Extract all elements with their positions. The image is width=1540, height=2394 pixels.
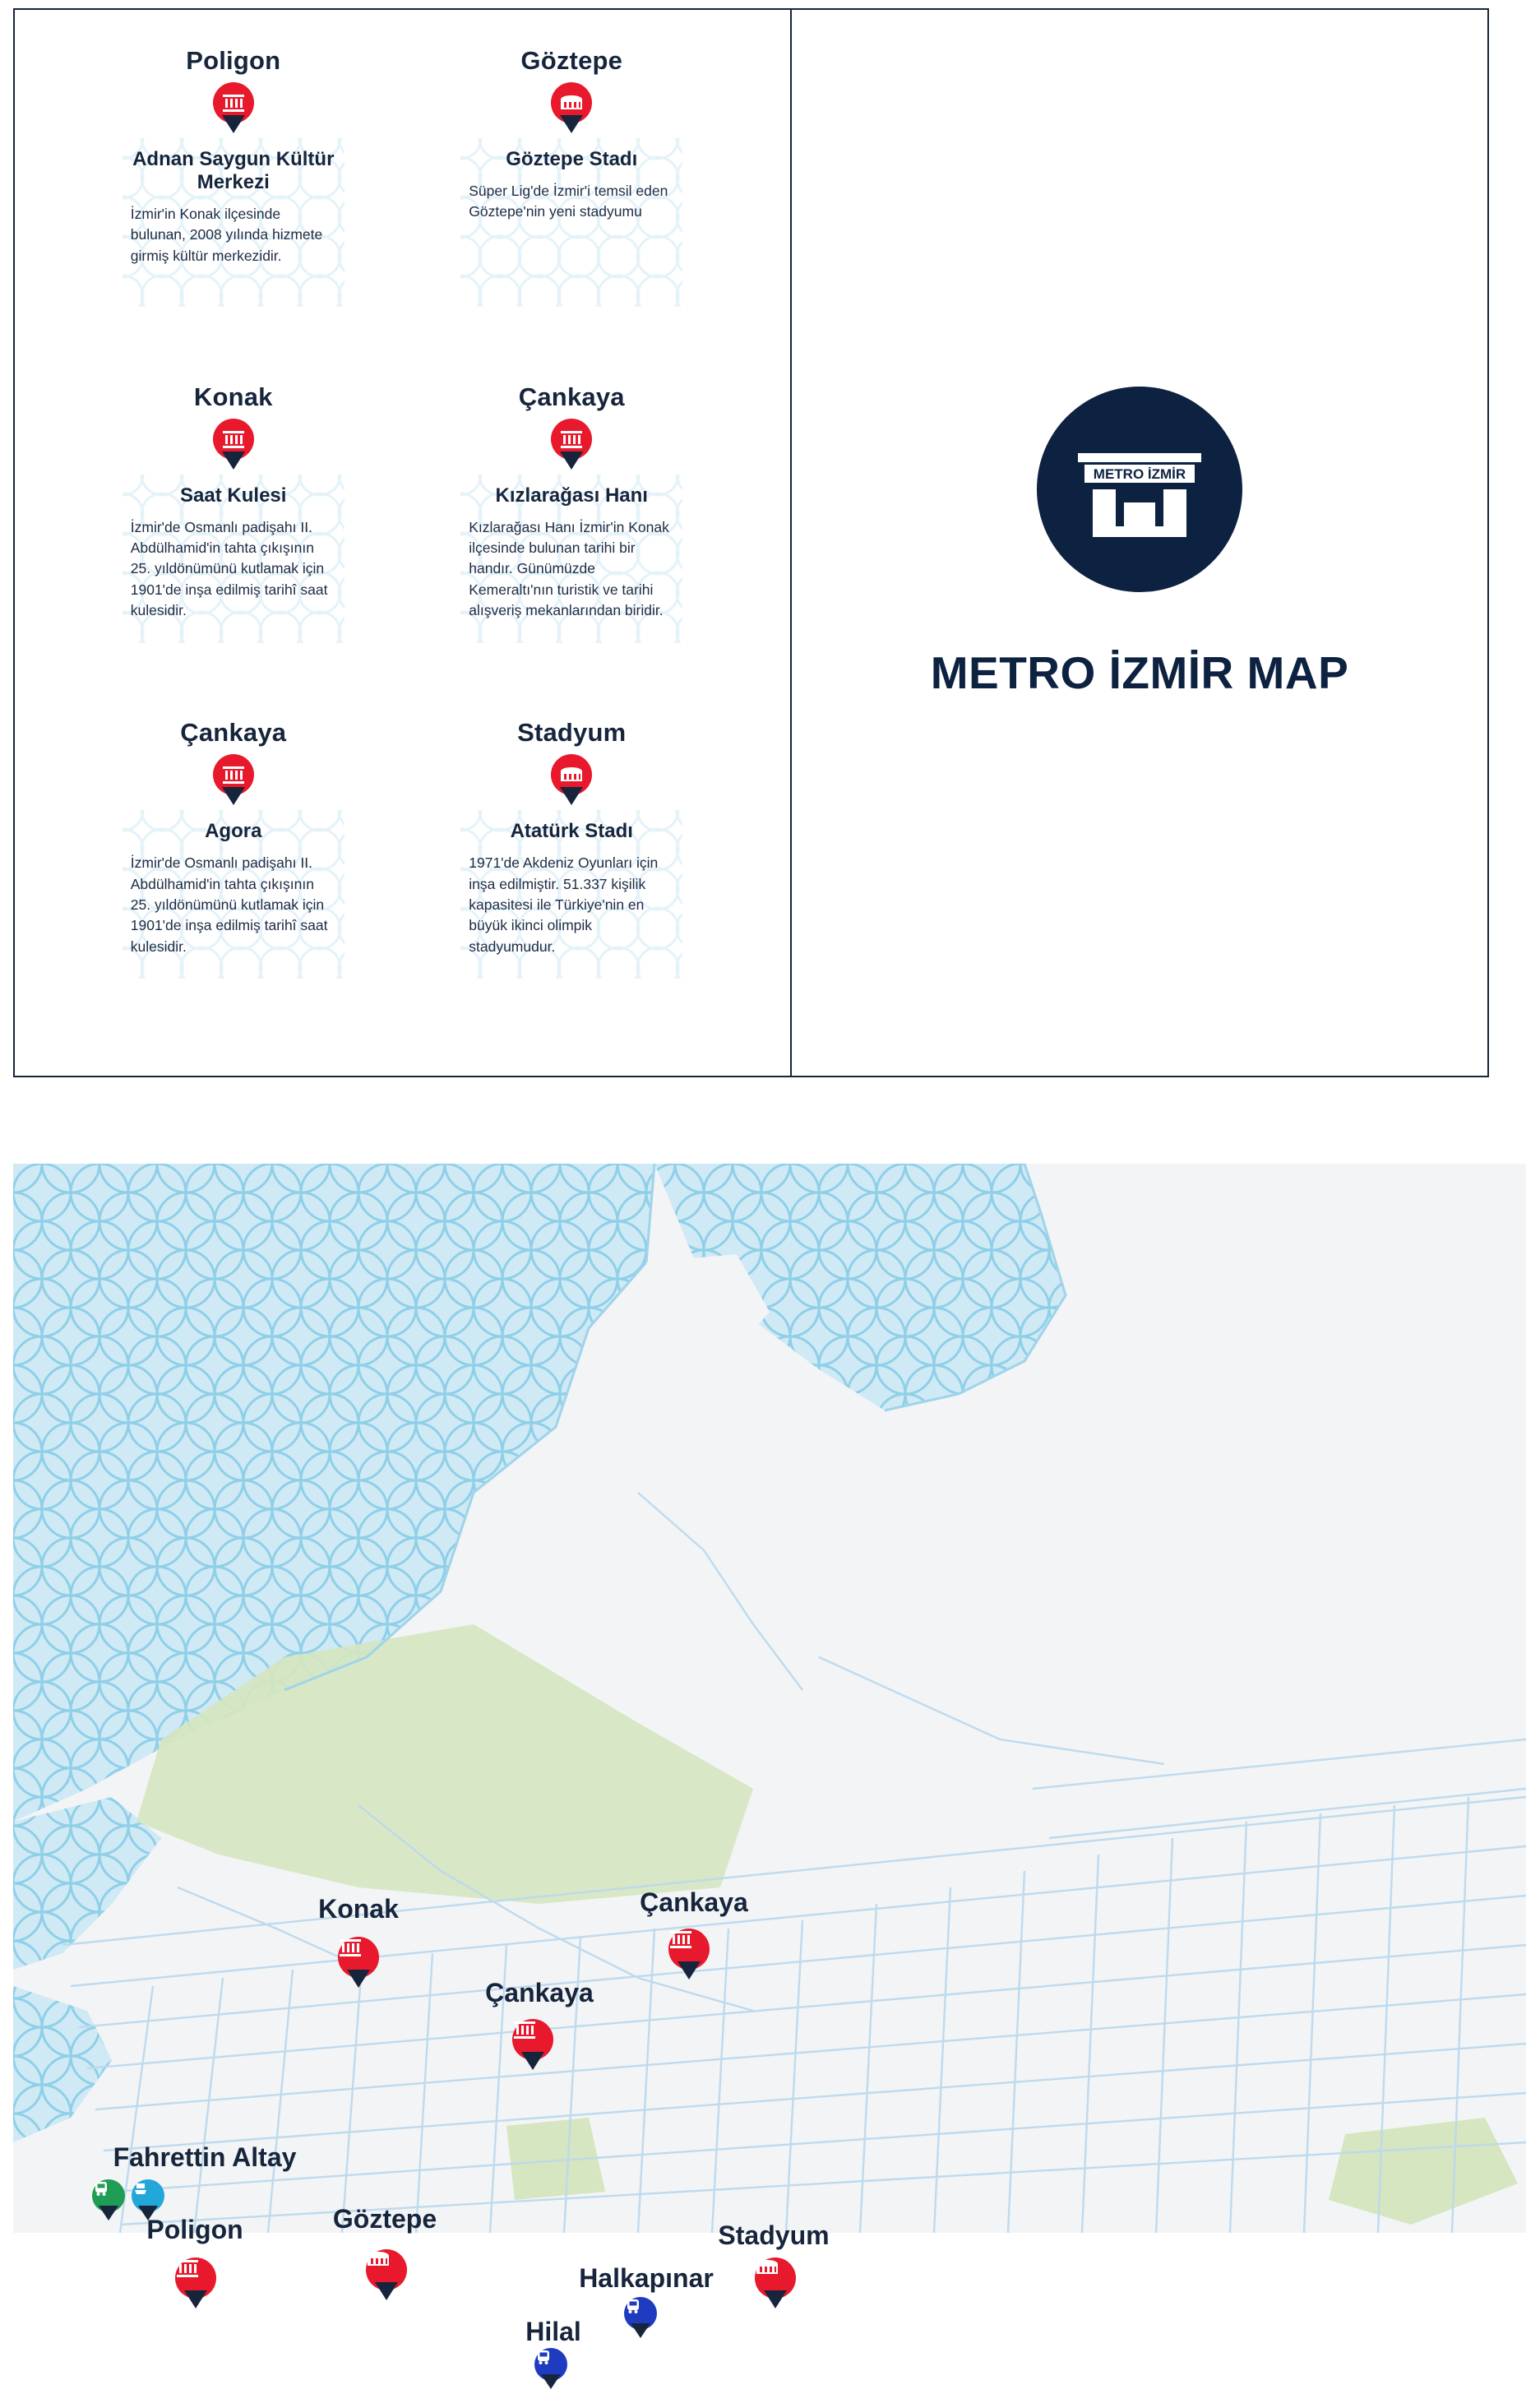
station-info-block (460, 810, 682, 979)
map-label-stadyum: Stadyum (718, 2220, 830, 2250)
station-info-block (460, 138, 682, 307)
station-info-block (123, 810, 345, 979)
metro-izmir-logo-icon (1037, 387, 1242, 592)
station-card-grid (15, 10, 790, 1076)
poi-title: Atatürk Stadı (510, 820, 633, 843)
station-info-block (123, 475, 345, 643)
ferry-pin-icon[interactable] (132, 2179, 164, 2220)
station-card[interactable] (403, 35, 742, 371)
station-card[interactable] (403, 371, 742, 707)
station-info-block (460, 475, 682, 643)
stadium-pin-icon (551, 754, 592, 805)
station-name: Çankaya (180, 718, 287, 748)
map-pin-hilal[interactable] (534, 2348, 567, 2394)
map-canvas (13, 1164, 1526, 2233)
map-label-konak: Konak (318, 1894, 399, 1924)
poi-description: Süper Lig'de İzmir'i temsil eden Göztepe'nin yeni stadyumu (469, 183, 668, 220)
station-info-block (123, 138, 345, 307)
museum-pin-icon[interactable] (668, 1929, 710, 1980)
museum-pin-icon (551, 419, 592, 470)
station-card[interactable] (403, 706, 742, 1043)
station-name: Konak (193, 382, 273, 411)
poi-title: Saat Kulesi (180, 484, 287, 507)
map-pin-halkapinar[interactable] (624, 2297, 657, 2343)
station-name: Göztepe (520, 46, 623, 75)
metro-pin-icon[interactable] (534, 2348, 567, 2389)
station-card[interactable] (64, 706, 403, 1043)
brochure-cover-page (792, 10, 1487, 1076)
metro-pin-icon[interactable] (624, 2297, 657, 2338)
poi-description: İzmir'de Osmanlı padişahı II. Abdülhamid'in tahta çıkışının 25. yıldönümünü kutlamak için 1901'de inşa edilmiş tarihî saat kulesidir. (130, 854, 328, 955)
map-label-hilal: Hilal (525, 2317, 581, 2346)
map-label-halkapinar: Halkapınar (579, 2263, 714, 2293)
map-label-cankaya-center: Çankaya (485, 1978, 594, 2007)
logo-text: METRO İZMİR (1093, 466, 1186, 482)
museum-pin-icon[interactable] (175, 2257, 216, 2308)
poi-title: Kızlarağası Hanı (495, 484, 648, 507)
station-name: Stadyum (517, 718, 627, 748)
map-pin-cankaya-center[interactable] (512, 2019, 553, 2075)
poi-description: Kızlarağası Hanı İzmir'in Konak ilçesinde bulunan tarihi bir handır. Günümüzde Kemeraltı'nın turistik ve tarihi alışveriş mekanlarından biridir. (469, 518, 669, 619)
poi-description: İzmir'in Konak ilçesinde bulunan, 2008 yılında hizmete girmiş kültür merkezidir. (130, 206, 323, 264)
map-pin-poligon[interactable] (175, 2257, 216, 2313)
map-pin-fahrettin-altay[interactable] (92, 2179, 164, 2225)
map-pin-goztepe[interactable] (366, 2249, 407, 2305)
museum-pin-icon[interactable] (512, 2019, 553, 2070)
map-label-fahrettin-altay: Fahrettin Altay (113, 2142, 297, 2172)
map-label-cankaya-east: Çankaya (640, 1887, 748, 1917)
stadium-pin-icon (551, 82, 592, 133)
cover-content (792, 10, 1487, 1076)
poi-description: 1971'de Akdeniz Oyunları için inşa edilmiştir. 51.337 kişilik kapasitesi ile Türkiye'nin en büyük ikinci olimpik stadyumudur. (469, 854, 659, 955)
brochure-panel (13, 8, 1489, 1077)
museum-pin-icon (213, 419, 254, 470)
stadium-pin-icon[interactable] (366, 2249, 407, 2300)
brochure-left-page (15, 10, 792, 1076)
poi-title: Adnan Saygun Kültür Merkezi (132, 148, 335, 193)
museum-pin-icon (213, 754, 254, 805)
museum-pin-icon[interactable] (338, 1937, 379, 1988)
station-card[interactable] (64, 371, 403, 707)
poi-title: Göztepe Stadı (506, 148, 638, 170)
map-label-goztepe: Göztepe (332, 2204, 437, 2234)
station-name: Çankaya (518, 382, 625, 411)
stadium-pin-icon[interactable] (755, 2257, 796, 2308)
poi-description: İzmir'de Osmanlı padişahı II. Abdülhamid'in tahta çıkışının 25. yıldönümünü kutlamak için 1901'de inşa edilmiş tarihî saat kulesidir. (130, 518, 328, 619)
map-pin-cankaya-east[interactable] (668, 1929, 710, 1984)
station-name: Poligon (186, 46, 281, 75)
museum-pin-icon (213, 82, 254, 133)
map-label-poligon: Poligon (146, 2215, 243, 2244)
station-card[interactable] (64, 35, 403, 371)
tram-pin-icon[interactable] (92, 2179, 125, 2220)
map-pin-stadyum[interactable] (755, 2257, 796, 2313)
poi-title: Agora (205, 820, 262, 843)
map-pin-konak[interactable] (338, 1937, 379, 1993)
page-title: METRO İZMİR MAP (930, 647, 1349, 698)
izmir-map[interactable] (13, 1164, 1526, 2346)
